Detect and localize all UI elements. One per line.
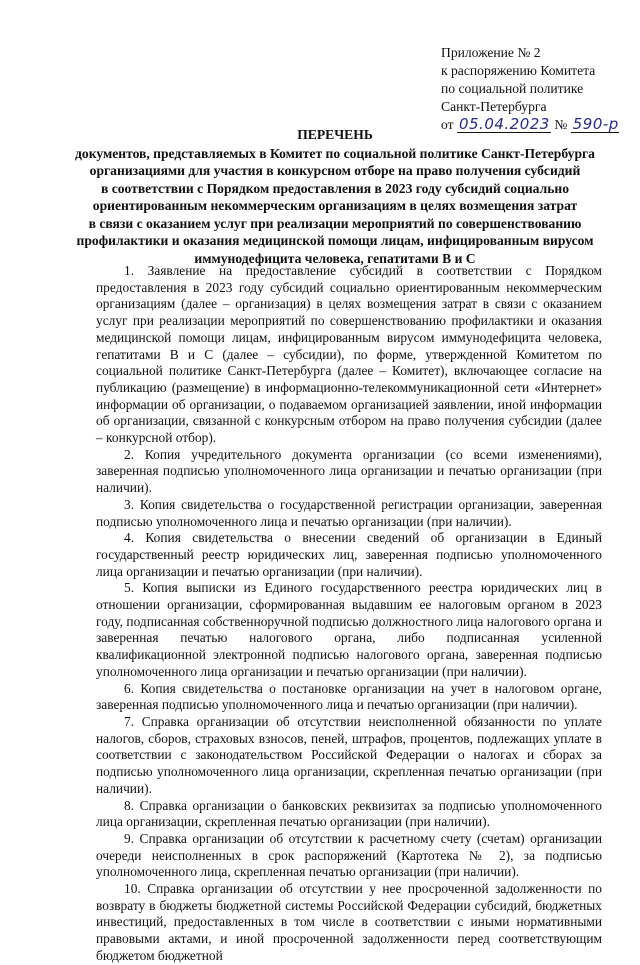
attachment-line: по социальной политике — [441, 81, 584, 96]
attachment-line: Приложение № 2 — [441, 45, 541, 60]
subtitle-line: иммунодефицита человека, гепатитами В и С — [194, 250, 476, 266]
list-item: 9. Справка организации об отсутствии к расчетному счету (счетам) организации очереди неисполненных в срок распоряжений (Картотека № 2), за подписью уполномоченного лица, скрепленная печатью организации (при наличии). — [96, 830, 602, 880]
list-item: 3. Копия свидетельства о государственной регистрации организации, заверенная подписью уполномоченного лица и печатью организации (при наличии). — [96, 496, 602, 529]
list-item: 8. Справка организации о банковских реквизитах за подписью уполномоченного лица организации, скрепленная печатью организации (при наличии). — [96, 797, 602, 830]
document-body — [96, 263, 602, 965]
number-prefix: № — [554, 117, 568, 132]
subtitle-line: в связи с оказанием услуг при реализации мероприятий по совершенствованию — [88, 215, 582, 231]
subtitle-line: документов, представляемых в Комитет по социальной политике Санкт-Петербурга — [75, 145, 595, 161]
date-prefix: от — [441, 117, 454, 132]
subtitle-line: в соответствии с Порядком предоставления в 2023 году субсидий социально — [100, 180, 570, 196]
list-item: 10. Справка организации об отсутствии у нее просроченной задолженности по возврату в бюджеты бюджетной системы Российской Федерации субсидий, бюджетных инвестиций, предоставленных в том числе в соответствии с иными нормативными правовыми актами, и иной просроченной задолженности перед соответствующим бюджетом бюджетной — [96, 881, 602, 963]
subtitle-line: организациями для участия в конкурсном отборе на право получения субсидий — [89, 163, 581, 178]
handwritten-number: 590-р — [572, 115, 619, 133]
handwritten-date: 05.04.2023 — [458, 115, 550, 133]
list-item: 2. Копия учредительного документа организации (со всеми изменениями), заверенная подписью уполномоченного лица организации и печатью организации (при наличии). — [96, 446, 602, 496]
attachment-line: Санкт-Петербурга — [441, 99, 547, 114]
attachment-line: к распоряжению Комитета — [441, 63, 596, 78]
document-heading — [60, 126, 610, 267]
subtitle-line: профилактики и оказания медицинской помощи лицам, инфицированным вирусом — [76, 233, 594, 248]
list-item: 4. Копия свидетельства о внесении сведений об организации в Единый государственный реестр юридических лиц, заверенная подписью уполномоченного лица организации и печатью организации (при наличии). — [96, 530, 602, 579]
attachment-block — [441, 44, 631, 134]
document-title: ПЕРЕЧЕНЬ — [297, 127, 373, 142]
list-item: 7. Справка организации об отсутствии неисполненной обязанности по уплате налогов, сборов, страховых взносов, пеней, штрафов, процентов, подлежащих уплате в соответствии с законодательством Российской Федерации о налогах и сборах за подписью уполномоченного лица организации, скрепленная печатью организации (при наличии). — [96, 713, 602, 796]
list-item: 6. Копия свидетельства о постановке организации на учет в налоговом органе, заверенная подписью уполномоченного лица и печатью организации (при наличии). — [96, 680, 602, 713]
subtitle-line: ориентированным некоммерческим организациям в целях возмещения затрат — [92, 198, 578, 213]
list-item: 1. Заявление на предоставление субсидий в соответствии с Порядком предоставления в 2023 году субсидий социально ориентированным некоммерческим организациям (далее – организация) в целях возмещения затрат в связи с оказанием услуг при реализации мероприятий по совершенствованию профилактики и оказания медицинской помощи лицам, инфицированным вирусом иммунодефицита человека, гепатитами В и С (далее – субсидии), по форме, утвержденной Комитетом по социальной политике Санкт-Петербурга (далее – Комитет), включающее согласие на публикацию (размещение) в информационно-телекоммуникационной сети «Интернет» информации об организации, о подаваемом организацией заявлении, иной информации об организации, связанной с конкурсным отбором на право получения субсидии (далее – конкурсной отбор). — [96, 263, 602, 446]
list-item: 5. Копия выписки из Единого государственного реестра юридических лиц в отношении организации, сформированная выдавшим ее налоговым органом в 2023 году, подписанная собственноручной подписью должностного лица налогового органа и заверенная печатью налогового органа, либо подписанная усиленной квалификационной электронной подписью налогового органа, заверенная подписью уполномоченного лица организации и печатью организации (при наличии). — [96, 580, 602, 679]
